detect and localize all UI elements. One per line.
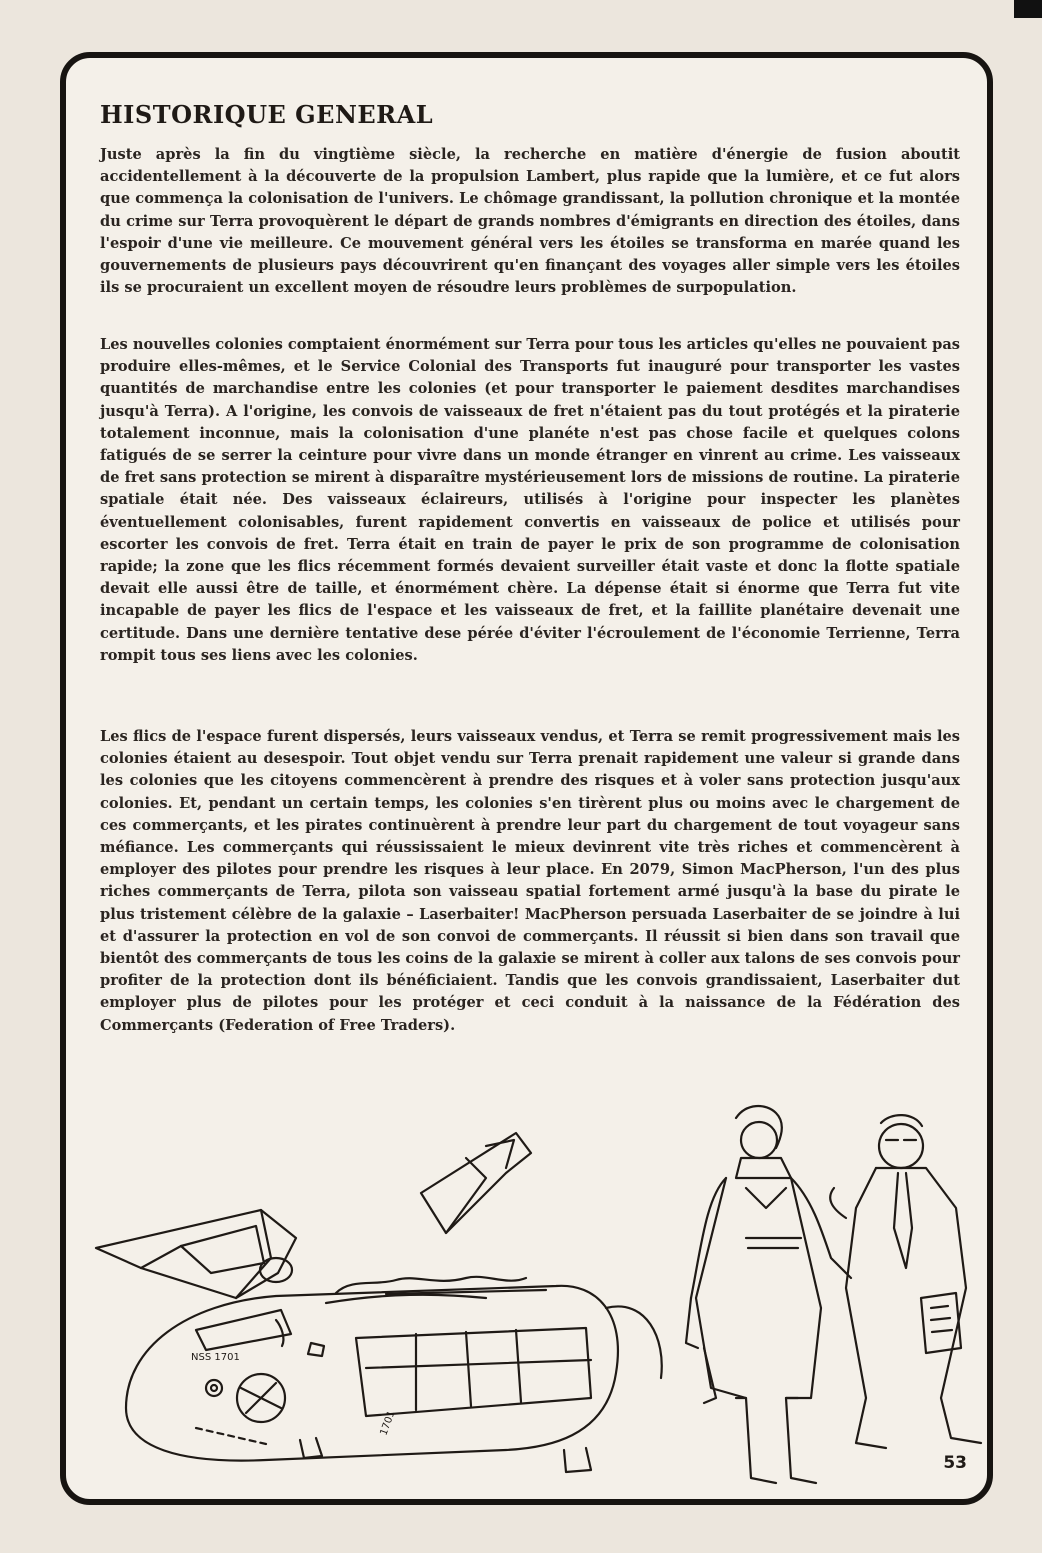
page-title: HISTORIQUE GENERAL — [100, 100, 434, 129]
paragraph-2: Les nouvelles colonies comptaient énormément sur Terra pour tous les articles qu'elles ne pouvaient pas produire elles-mêmes, et le Service Colonial des Transports fut inauguré pour transporter les vastes quantités de marchandise entre les colonies (et pour transporter le paiement desdites marchandises jusqu'à Terra). A l'origine, les convois de vaisseaux de fret n'étaient pas du tout protégés et la piraterie totalement inconnue, mais la colonisation d'une planéte n'est pas chose facile et quelques colons fatigués de se serrer la ceinture pour vivre dans un monde étranger en vinrent au crime. Les vaisseaux de fret sans protection se mirent à disparaître mystérieusement lors de missions de routine. La piraterie spatiale était née. Des vaisseaux éclaireurs, utilisés à l'origine pour inspecter les planètes éventuellement colonisables, furent rapidement convertis en vaisseaux de police et utilisés pour escorter les convois de fret. Terra était en train de payer le prix de son programme de colonisation rapide; la zone que les flics récemment formés devaient surveiller était vaste et donc la flotte spatiale devait elle aussi être de taille, et énormément chère. La dépense était si énorme que Terra fut vite incapable de payer les flics de l'espace et les vaisseaux de fret, et la faillite planétaire devenait une certitude. Dans une dernière tentative dese pérée d'éviter l'écroulement de l'économie Terrienne, Terra rompit tous ses liens avec les colonies. — [100, 336, 960, 664]
large-cargo-ship — [126, 1277, 662, 1472]
corner-black-mark — [1014, 0, 1042, 18]
paragraph-3: Les flics de l'espace furent dispersés, leurs vaisseaux vendus, et Terra se remit progressivement mais les colonies étaient au desespoir. Tout objet vendu sur Terra prenait rapidement une valeur si grande dans les colonies que les citoyens commencèrent à prendre des risques et à voler sans protection jusqu'aux colonies. Et, pendant un certain temps, les colonies s'en tirèrent plus ou moins avec le chargement de ces commerçants, et les pirates continuèrent à prendre leur part du chargement de tout voyageur sans méfiance. Les commerçants qui réussissaient le mieux devinrent vite très riches et commencèrent à employer des pilotes pour prendre les risques à leur place. En 2079, Simon MacPherson, l'un des plus riches commerçants de Terra, pilota son vaisseau spatial fortement armé jusqu'à la base du pirate le plus tristement célèbre de la galaxie – Laserbaiter! MacPherson persuada Laserbaiter de se joindre à lui et d'assurer la protection en vol de son convoi de commerçants. Il réussit si bien dans son travail que bientôt des commerçants de tous les coins de la galaxie se mirent à coller aux talons de ses convois pour profiter de la protection dont ils bénéficiaient. Tandis que les convois grandissaient, Laserbaiter dut employer plus de pilotes pour les protéger et ceci conduit à la naissance de la Fédération des Commerçants (Federation of Free Traders). — [100, 728, 960, 1034]
paragraph-1: Juste après la fin du vingtième siècle, la recherche en matière d'énergie de fusion aboutit accidentellement à la découverte de la propulsion Lambert, plus rapide que la lumière, et ce fut alors que commença la colonisation de l'univers. Le chômage grandissant, la pollution chronique et la montée du crime sur Terra provoquèrent le départ de grands nombres d'émigrants en direction des étoiles, dans l'espoir d'une vie meilleure. Ce mouvement général vers les étoiles se transforma en marée quand les gouvernements de plusieurs pays découvrirent qu'en finançant des voyages aller simple vers les étoiles ils se procuraient un excellent moyen de résoudre leurs problèmes de surpopulation. — [100, 146, 960, 297]
macpherson-figure — [830, 1115, 981, 1448]
small-fighter-top — [421, 1133, 531, 1233]
page-frame — [60, 52, 993, 1505]
small-fighter-left — [96, 1210, 296, 1298]
spaceship-and-characters-illustration — [86, 1098, 996, 1508]
ship-marking-2: 1701 — [378, 1409, 398, 1438]
laserbaiter-figure — [686, 1106, 851, 1483]
ship-marking-1: NSS 1701 — [191, 1352, 240, 1363]
page-number: 53 — [943, 1453, 967, 1473]
